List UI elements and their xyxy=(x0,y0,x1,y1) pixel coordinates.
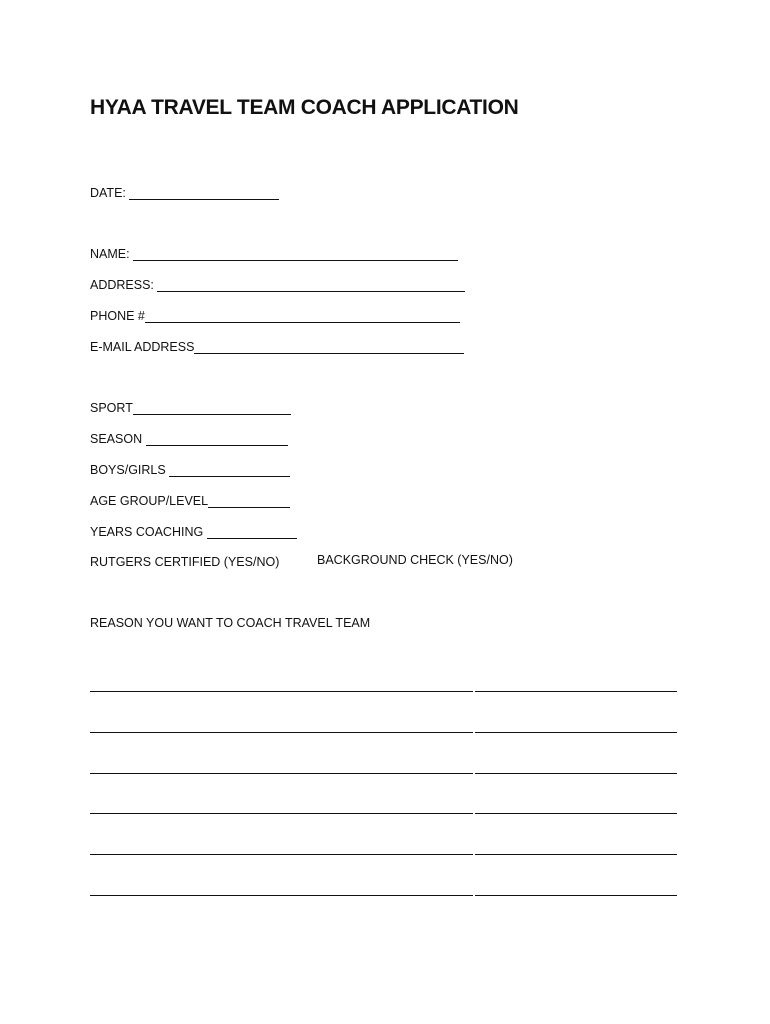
reason-answer-line[interactable] xyxy=(475,895,677,896)
season-field[interactable] xyxy=(146,431,288,446)
reason-answer-line[interactable] xyxy=(475,854,677,855)
date-row xyxy=(90,184,279,200)
season-row xyxy=(90,430,288,446)
reason-answer-line[interactable] xyxy=(475,732,677,733)
name-label: NAME: xyxy=(90,247,134,261)
reason-answer-line[interactable] xyxy=(475,691,677,692)
address-row xyxy=(90,276,465,292)
name-field[interactable] xyxy=(133,246,458,261)
phone-label: PHONE # xyxy=(90,309,145,323)
reason-answer-line[interactable] xyxy=(90,732,473,733)
reason-answer-line[interactable] xyxy=(90,691,473,692)
page-title: HYAA TRAVEL TEAM COACH APPLICATION xyxy=(90,96,519,119)
age-group-field[interactable] xyxy=(208,493,290,508)
years-coaching-label: YEARS COACHING xyxy=(90,525,207,539)
date-field[interactable] xyxy=(129,185,279,200)
reason-answer-line[interactable] xyxy=(90,895,473,896)
reason-answer-line[interactable] xyxy=(475,813,677,814)
address-field[interactable] xyxy=(157,277,465,292)
season-label: SEASON xyxy=(90,432,146,446)
name-row xyxy=(90,245,458,261)
phone-row xyxy=(90,307,460,323)
sport-row xyxy=(90,399,291,415)
background-check-label: BACKGROUND CHECK (YES/NO) xyxy=(317,553,513,567)
sport-field[interactable] xyxy=(133,400,291,415)
reason-answer-line[interactable] xyxy=(90,854,473,855)
rutgers-certified-row xyxy=(90,553,279,569)
age-group-label: AGE GROUP/LEVEL xyxy=(90,494,209,508)
reason-row xyxy=(90,614,370,630)
years-coaching-row xyxy=(90,523,297,539)
phone-field[interactable] xyxy=(145,308,460,323)
reason-prompt: REASON YOU WANT TO COACH TRAVEL TEAM xyxy=(90,616,371,630)
email-label: E-MAIL ADDRESS xyxy=(90,340,195,354)
email-field[interactable] xyxy=(194,339,464,354)
reason-answer-line[interactable] xyxy=(475,773,677,774)
rutgers-certified-label: RUTGERS CERTIFIED (YES/NO) xyxy=(90,555,280,569)
email-row xyxy=(90,338,464,354)
years-coaching-field[interactable] xyxy=(207,524,297,539)
sport-label: SPORT xyxy=(90,401,133,415)
boys-girls-field[interactable] xyxy=(169,462,290,477)
boys-girls-label: BOYS/GIRLS xyxy=(90,463,170,477)
address-label: ADDRESS: xyxy=(90,278,158,292)
reason-answer-line[interactable] xyxy=(90,773,473,774)
date-label: DATE: xyxy=(90,186,130,200)
boys-girls-row xyxy=(90,461,290,477)
age-group-row xyxy=(90,492,290,508)
reason-answer-line[interactable] xyxy=(90,813,473,814)
